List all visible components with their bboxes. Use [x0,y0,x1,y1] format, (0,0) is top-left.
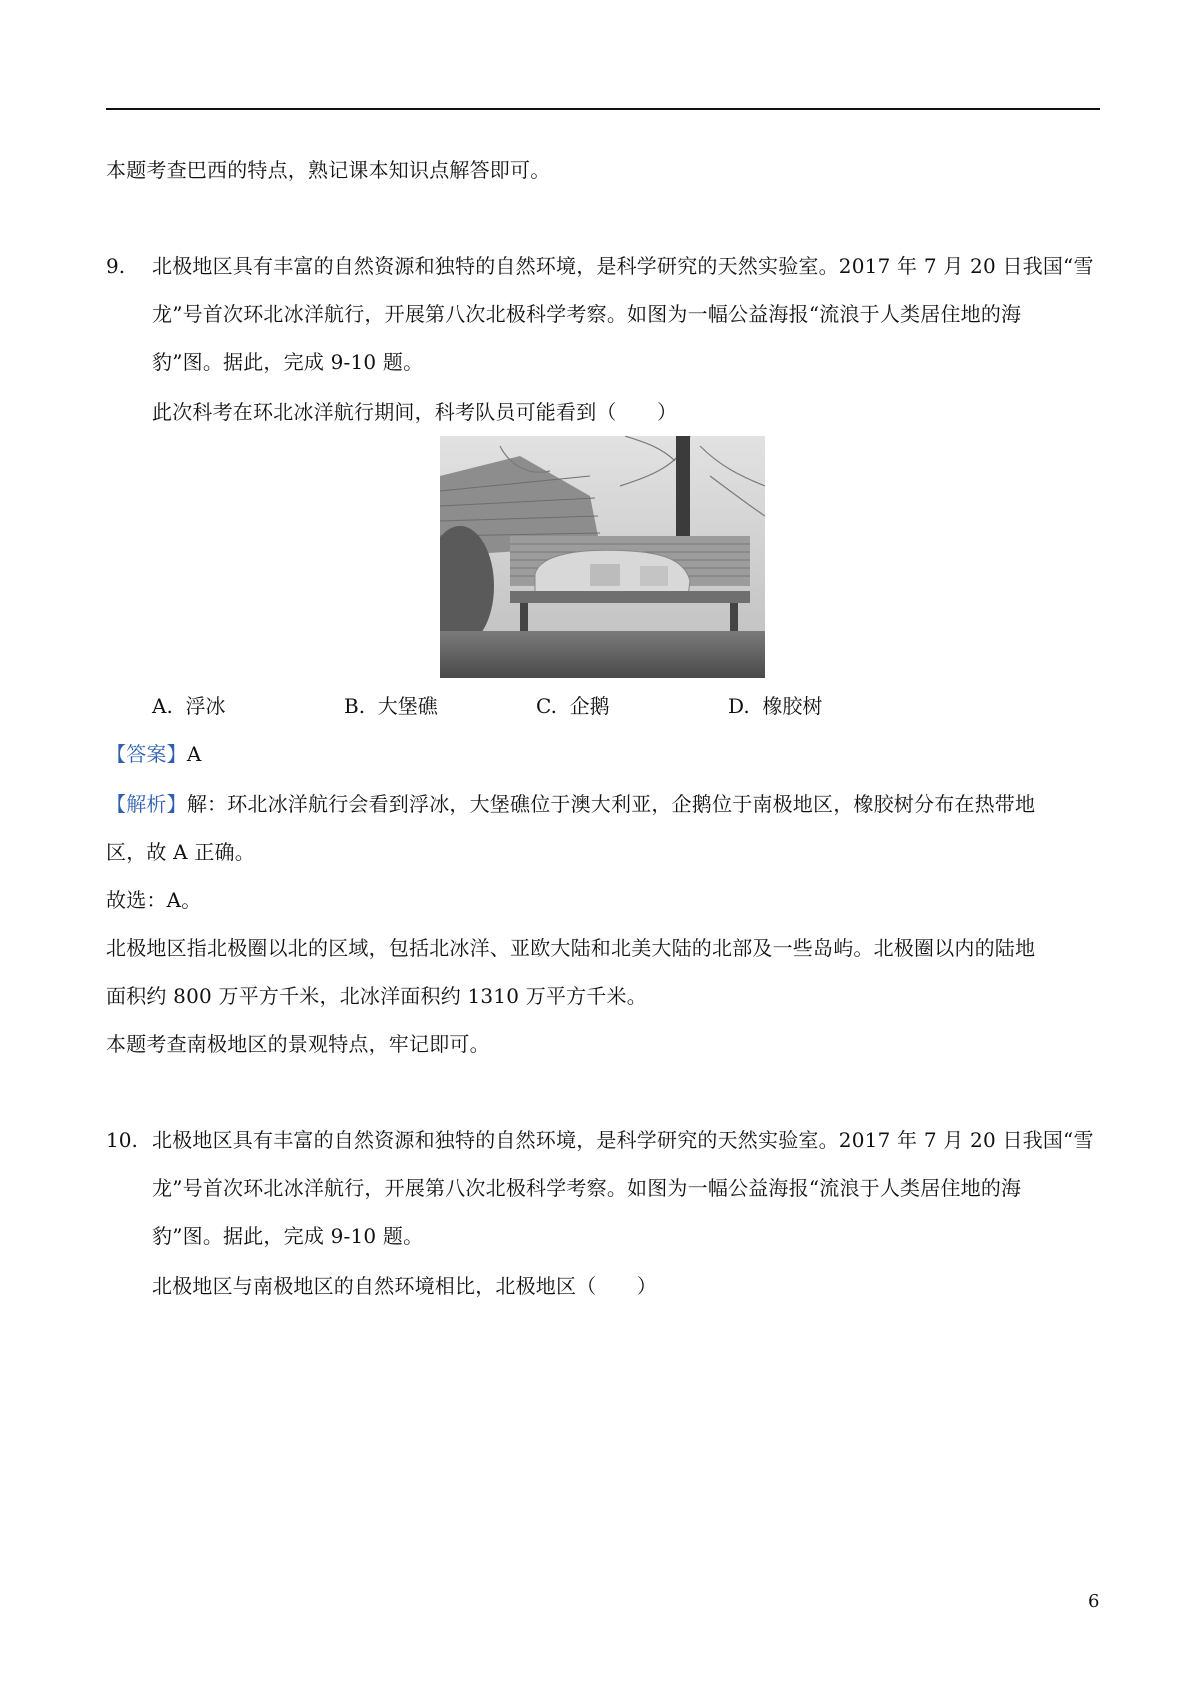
page-number: 6 [1088,1591,1100,1612]
option-c[interactable] [536,692,610,720]
question-9-number: 9. [106,254,126,278]
analysis-text-1: 解：环北冰洋航行会看到浮冰，大堡礁位于澳大利亚，企鹅位于南极地区，橡胶树分布在热带地 [186,792,1036,816]
answer-label: 【答案】 [106,742,187,766]
question-10-stem-line-1: 北极地区具有丰富的自然资源和独特的自然环境，是科学研究的天然实验室。2017 年 7 月 20 日我国“雪 [152,1128,1094,1152]
option-c-text: 企鹅 [569,694,610,718]
option-b-letter: B. [344,694,366,718]
seal-poster-image [440,436,765,678]
option-d-text: 橡胶树 [762,694,823,718]
analysis-label: 【解析】 [106,792,187,816]
question-9-stem-line-3: 豹”图。据此，完成 9-10 题。 [152,350,424,374]
option-d[interactable] [728,692,822,720]
question-10-number: 10. [106,1128,138,1152]
answer-value: A [186,742,202,766]
option-a-text: 浮冰 [185,694,226,718]
question-9-stem-line-2: 龙”号首次环北冰洋航行，开展第八次北极科学考察。如图为一幅公益海报“流浪于人类居住地的海 [152,302,1022,326]
option-a[interactable] [152,692,226,720]
option-d-letter: D. [728,694,750,718]
extra-line-3: 本题考查南极地区的景观特点，牢记即可。 [106,1032,490,1056]
previous-answer-note: 本题考查巴西的特点，熟记课本知识点解答即可。 [106,158,551,182]
option-b[interactable] [344,692,438,720]
answer-line [106,740,201,768]
choice-line: 故选：A。 [106,888,202,912]
extra-line-1: 北极地区指北极圈以北的区域，包括北冰洋、亚欧大陆和北美大陆的北部及一些岛屿。北极圈以内的陆地 [106,936,1036,960]
option-a-letter: A. [152,694,173,718]
extra-line-2: 面积约 800 万平方千米，北冰洋面积约 1310 万平方千米。 [106,984,647,1008]
option-c-letter: C. [536,694,557,718]
analysis-line-2: 区，故 A 正确。 [106,840,255,864]
option-b-text: 大堡礁 [377,694,438,718]
question-10-stem-line-3: 豹”图。据此，完成 9-10 题。 [152,1224,424,1248]
question-10-prompt: 北极地区与南极地区的自然环境相比，北极地区（ ） [152,1274,657,1298]
question-9-options [152,692,952,720]
analysis-line-1 [106,790,1035,818]
question-9-stem-line-1: 北极地区具有丰富的自然资源和独特的自然环境，是科学研究的天然实验室。2017 年 7 月 20 日我国“雪 [152,254,1094,278]
question-10-stem-line-2: 龙”号首次环北冰洋航行，开展第八次北极科学考察。如图为一幅公益海报“流浪于人类居住地的海 [152,1176,1022,1200]
header-rule [106,108,1100,110]
question-9-prompt: 此次科考在环北冰洋航行期间，科考队员可能看到（ ） [152,400,678,424]
